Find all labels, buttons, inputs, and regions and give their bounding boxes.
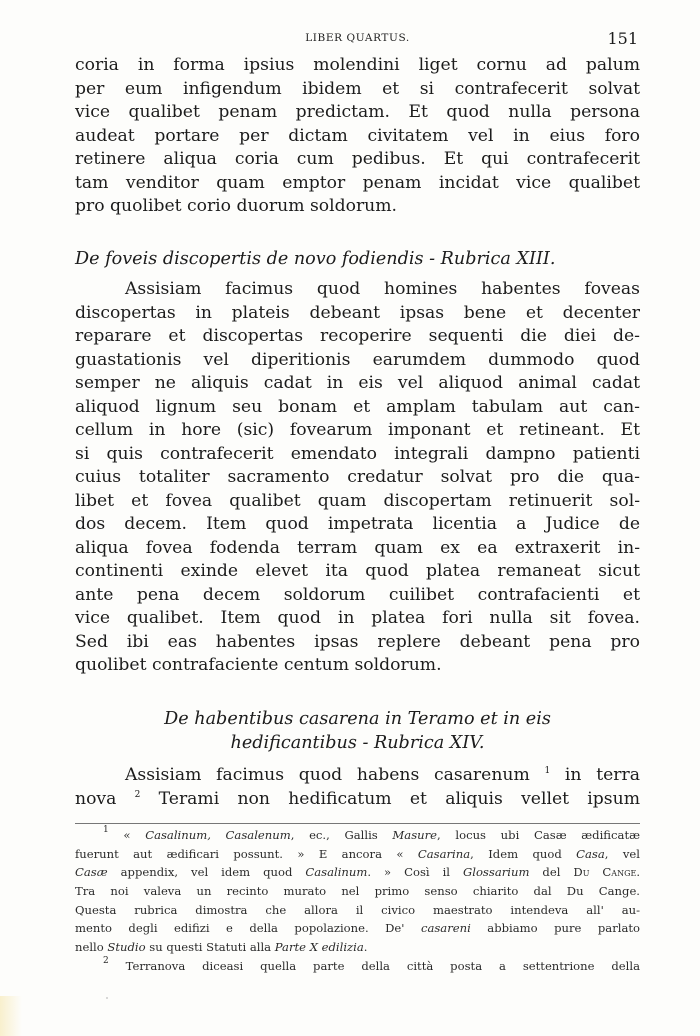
footnote-1-line: fuerunt aut ædificari possunt. » E ancora « Casarina, Idem quod Casa, vel (75, 846, 640, 861)
text-line: guastationis vel diperitionis earumdem dummodo quod (75, 349, 640, 370)
text-line: ante pena decem soldorum cuilibet contrafacienti et (75, 584, 640, 605)
paper-speck (106, 997, 108, 999)
footnote-mark-1: 1 (103, 825, 109, 835)
footnote-ref-1[interactable]: 1 (544, 766, 551, 776)
footnote-mark-2: 2 (103, 955, 109, 966)
footnote-1-line: $^1$ « Casalinum, Casalenum, ec., Gallis Masure, locus ubi Casæ ædificatæ (103, 825, 640, 842)
page-number: 151 (607, 29, 638, 48)
text-line: audeat portare per dictam civitatem vel in eius foro (75, 125, 640, 146)
text-line: semper ne aliquis cadat in eis vel aliquod animal cadat (75, 373, 640, 393)
text-line: pro quolibet corio duorum soldorum. (75, 196, 398, 216)
text-line: vice qualibet. Item quod in platea fori nulla sit fovea. (75, 608, 640, 628)
text-line: reparare et discopertas recoperire sequenti die diei de- (75, 326, 640, 346)
rubric-title-line: hedificantibus - Rubrica XIV. (230, 732, 485, 753)
rubric-heading-14 (75, 708, 640, 755)
text-line: per eum infigendum ibidem et si contrafecerit solvat (75, 78, 640, 99)
footnotes (75, 826, 640, 976)
text-line: discopertas in plateis debeant ipsas bene et decenter (75, 302, 640, 323)
text-line: cuius totaliter sacramento credatur solvat pro die qua- (75, 467, 640, 487)
paper-stain (0, 996, 22, 1036)
text-line: tam venditor quam emptor penam incidat vice qualibet (75, 172, 640, 193)
rubric-title: De foveis discopertis de novo fodiendis - Rubrica XIII. (75, 249, 556, 269)
paragraph-continued (75, 54, 640, 219)
paragraph-rubric-13 (75, 278, 640, 678)
running-title: LIBER QUARTUS. (305, 32, 410, 44)
text-line: Assisiam facimus quod habens casarenum $^1$ in terra (125, 765, 640, 785)
running-head (75, 29, 640, 49)
footnote-1-line: Casæ appendix, vel idem quod Casalinum. » Così il Glossarium del Du Cange. (75, 865, 640, 880)
text-line: vice qualibet penam predictam. Et quod nulla persona (75, 102, 640, 122)
footnote-1-line: Questa rubrica dimostra che allora il civico maestrato intendeva all' au- (75, 902, 640, 917)
text-line: libet et fovea qualibet quam discopertam retinuerit sol- (75, 490, 640, 511)
text-line: continenti exinde elevet ita quod platea remaneat sicut (75, 561, 640, 581)
footnote-2-line: $^2$ Terranova diceasi quella parte della città posta a settentrione della (103, 955, 640, 973)
text-line: Assisiam facimus quod homines habentes foveas (125, 279, 640, 299)
text-line: nova $^2$ Terami non hedificatum et aliquis vellet ipsum (75, 788, 640, 809)
footnote-1-line: mento degli edifizi e della popolazione. De' casareni abbiamo pure parlato (75, 921, 640, 936)
text-line: aliqua fovea fodenda terram quam ex ea extraxerit in- (75, 537, 640, 558)
footnote-ref-2[interactable]: 2 (134, 789, 141, 800)
rubric-heading-13 (75, 248, 640, 272)
text-line: quolibet contrafaciente centum soldorum. (75, 655, 442, 675)
text-line: retinere aliqua coria cum pedibus. Et qui contrafecerit (75, 149, 640, 169)
text-line: coria in forma ipsius molendini liget cornu ad palum (75, 55, 640, 75)
rubric-title-line: De habentibus casarena in Teramo et in eis (164, 709, 551, 729)
text-line: aliquod lignum seu bonam et amplam tabulam aut can- (75, 396, 640, 417)
footnote-1-line: nello Studio su questi Statuti alla Parte X edilizia. (75, 940, 368, 955)
text-line: si quis contrafecerit emendato integrali dampno patienti (75, 443, 640, 464)
paragraph-rubric-14 (75, 764, 640, 811)
footnote-1-line: Tra noi valeva un recinto murato nel primo senso chiarito dal Du Cange. (75, 884, 640, 899)
text-line: Sed ibi eas habentes ipsas replere debeant pena pro (75, 631, 640, 652)
footnote-separator (75, 823, 640, 824)
text-line: cellum in hore (sic) fovearum imponant et retineant. Et (75, 420, 640, 440)
text-line: dos decem. Item quod impetrata licentia a Judice de (75, 514, 640, 534)
